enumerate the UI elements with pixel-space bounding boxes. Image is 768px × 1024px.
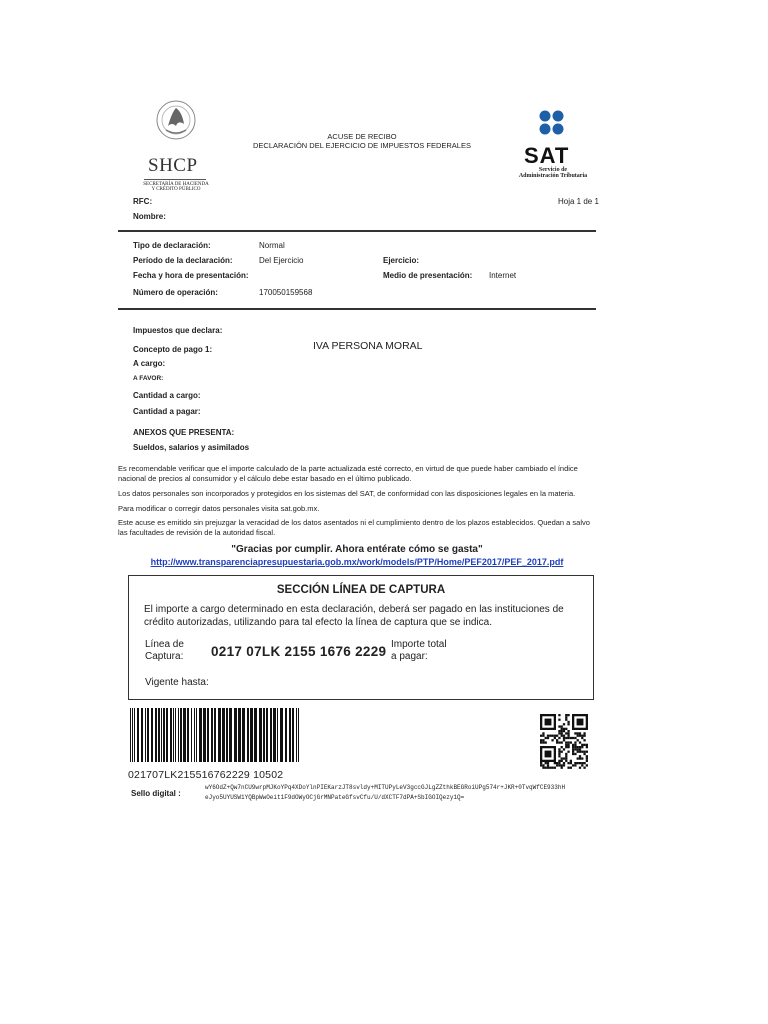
periodo-value: Del Ejercicio xyxy=(259,256,304,265)
qr-module xyxy=(577,719,584,726)
qr-module xyxy=(579,746,581,748)
qr-module xyxy=(563,757,565,759)
qr-module xyxy=(579,751,581,753)
gracias-text: "Gracias por cumplir. Ahora entérate cómo se gasta" xyxy=(231,544,483,555)
qr-module xyxy=(579,735,581,737)
qr-module xyxy=(542,735,544,737)
qr-module xyxy=(558,764,560,766)
barcode-bar xyxy=(273,708,276,762)
qr-module xyxy=(579,748,581,750)
qr-module xyxy=(577,757,579,759)
qr-module xyxy=(558,753,560,755)
qr-module xyxy=(567,723,569,725)
qr-module xyxy=(586,755,588,757)
importe-total-label xyxy=(391,639,447,663)
qr-module xyxy=(583,744,585,746)
barcode-bar xyxy=(134,708,135,762)
qr-module xyxy=(567,746,569,748)
impuestos-label: Impuestos que declara: xyxy=(133,326,223,335)
concepto-value: IVA PERSONA MORAL xyxy=(313,340,423,352)
qr-module xyxy=(577,762,579,764)
document-title xyxy=(232,132,492,150)
divider-1 xyxy=(118,230,596,232)
qr-module xyxy=(558,741,560,743)
qr-module xyxy=(556,762,558,764)
qr-module xyxy=(577,739,579,741)
qr-module xyxy=(558,760,560,762)
barcode-bar xyxy=(166,708,168,762)
qr-module xyxy=(570,741,572,743)
qr-module xyxy=(572,751,574,753)
qr-module xyxy=(579,762,581,764)
mexican-coat-of-arms-icon xyxy=(138,96,208,148)
qr-module xyxy=(565,760,567,762)
qr-module xyxy=(577,748,579,750)
qr-module xyxy=(583,739,585,741)
qr-module xyxy=(542,767,544,769)
importe-label-1: Importe total xyxy=(391,639,447,650)
qr-module xyxy=(567,721,569,723)
barcode-bar xyxy=(298,708,299,762)
barcode-bar xyxy=(254,708,257,762)
barcode-bar xyxy=(161,708,162,762)
tipo-label: Tipo de declaración: xyxy=(133,241,211,250)
qr-module xyxy=(556,764,558,766)
qr-module xyxy=(551,767,553,769)
qr-module xyxy=(561,746,563,748)
linea-captura-value: 0217 07LK 2155 1676 2229 xyxy=(211,644,387,659)
qr-module xyxy=(561,751,563,753)
qr-module xyxy=(561,728,563,730)
qr-module xyxy=(556,741,558,743)
qr-module xyxy=(563,728,565,730)
sello-line-2: eJyo5UYUSW1YQBpWwOeit1F9dOWyOCjGrMNPateGfsvCfu/U/dXCTF7dPA+SbIGOIQezy1Q= xyxy=(205,794,465,801)
qr-module xyxy=(581,751,583,753)
qr-module xyxy=(570,762,572,764)
qr-module xyxy=(565,732,567,734)
note-paragraph-2: Los datos personales son incorporados y protegidos en los sistemas del SAT, de conformidad con las disposiciones legales en la materia. xyxy=(118,489,576,498)
divider-2 xyxy=(118,308,596,310)
qr-module xyxy=(572,737,574,739)
barcode-bar xyxy=(218,708,221,762)
qr-module xyxy=(540,728,556,730)
qr-module xyxy=(556,735,558,737)
transparencia-link-wrap xyxy=(118,557,596,567)
qr-module xyxy=(540,762,542,764)
qr-module xyxy=(565,716,567,718)
qr-module xyxy=(540,760,556,762)
qr-module xyxy=(549,735,551,737)
qr-module xyxy=(572,748,574,750)
barcode-bar xyxy=(222,708,225,762)
barcode-text: 021707LK215516762229 10502 xyxy=(128,769,284,781)
numero-label: Número de operación: xyxy=(133,288,218,297)
barcode-bar xyxy=(289,708,291,762)
qr-module xyxy=(547,767,549,769)
qr-module xyxy=(561,735,563,737)
qr-module xyxy=(565,753,567,755)
barcode-bar xyxy=(137,708,139,762)
qr-module xyxy=(542,732,544,734)
qr-module xyxy=(565,746,567,748)
transparencia-link[interactable]: http://www.transparenciapresupuestaria.gob.mx/work/models/PTP/Home/PEF2017/PEF_2017.pdf xyxy=(150,557,564,567)
qr-module xyxy=(547,737,549,739)
numero-value: 170050159568 xyxy=(259,288,313,297)
sat-sub1: Servicio de xyxy=(538,167,568,173)
qr-module xyxy=(558,730,560,732)
qr-module xyxy=(581,744,583,746)
medio-value: Internet xyxy=(489,271,517,280)
periodo-label: Período de la declaración: xyxy=(133,256,233,265)
qr-module xyxy=(567,751,569,753)
qr-module xyxy=(545,719,552,726)
qr-module xyxy=(563,739,565,741)
qr-module xyxy=(542,764,544,766)
a-cargo-label: A cargo: xyxy=(133,359,166,368)
qr-module xyxy=(561,741,563,743)
qr-module xyxy=(540,746,556,748)
qr-module xyxy=(574,762,576,764)
qr-module xyxy=(570,760,572,762)
sat-sub2: Administración Tributaria xyxy=(518,173,588,179)
qr-module xyxy=(565,741,567,743)
barcode-bar xyxy=(285,708,287,762)
anexos-label: ANEXOS QUE PRESENTA: xyxy=(133,428,235,437)
qr-module xyxy=(565,728,567,730)
qr-module xyxy=(570,767,572,769)
importe-label-2: a pagar: xyxy=(391,651,428,662)
cantidad-pagar-label: Cantidad a pagar: xyxy=(133,407,201,416)
qr-module xyxy=(567,744,569,746)
barcode xyxy=(128,708,304,781)
qr-module xyxy=(583,767,585,769)
qr-module xyxy=(567,737,569,739)
qr-module xyxy=(563,735,565,737)
shcp-sub1: SECRETARÍA DE HACIENDA xyxy=(143,182,209,187)
qr-module xyxy=(561,767,563,769)
barcode-bar xyxy=(266,708,268,762)
qr-module xyxy=(583,753,585,755)
barcode-bar xyxy=(296,708,297,762)
barcode-bar xyxy=(199,708,202,762)
captura-title: SECCIÓN LÍNEA DE CAPTURA xyxy=(276,584,446,596)
qr-module xyxy=(540,735,542,737)
barcode-bar xyxy=(270,708,272,762)
qr-module xyxy=(554,735,556,737)
qr-module xyxy=(545,762,547,764)
qr-module xyxy=(558,732,560,734)
barcode-bar xyxy=(147,708,149,762)
qr-module xyxy=(558,748,560,750)
qr-module xyxy=(572,728,588,730)
barcode-bar xyxy=(158,708,160,762)
barcode-bar xyxy=(207,708,209,762)
qr-module xyxy=(547,735,549,737)
qr-module xyxy=(579,757,581,759)
qr-module xyxy=(581,746,583,748)
qr-module xyxy=(565,714,567,716)
barcode-bar xyxy=(141,708,143,762)
qr-module xyxy=(579,755,581,757)
qr-module xyxy=(540,739,542,741)
rfc-label: RFC: xyxy=(133,197,153,206)
barcode-bar xyxy=(229,708,232,762)
linea-label-2: Captura: xyxy=(145,651,184,662)
shcp-sub2: Y CRÉDITO PÚBLICO xyxy=(151,187,201,192)
qr-module xyxy=(554,767,556,769)
qr-module xyxy=(561,725,563,727)
qr-module xyxy=(577,751,579,753)
qr-module xyxy=(574,741,576,743)
qr-module xyxy=(567,730,569,732)
qr-module xyxy=(572,744,574,746)
shcp-logo xyxy=(138,96,208,192)
cantidad-cargo-label: Cantidad a cargo: xyxy=(133,391,201,400)
qr-module xyxy=(572,746,574,748)
sat-dots-icon xyxy=(508,110,598,144)
qr-module xyxy=(567,714,569,716)
barcode-bar xyxy=(145,708,146,762)
barcode-bar xyxy=(250,708,253,762)
barcode-bar xyxy=(155,708,157,762)
note-paragraph-4: Este acuse es emitido sin prejuzgar la veracidad de los datos asentados ni el cumplimiento dentro de los plazos establecidos. Quedan a salvo las facultades de revisión de la autoridad fiscal. xyxy=(118,518,590,537)
qr-module xyxy=(583,762,585,764)
qr-module xyxy=(577,746,579,748)
a-favor-label: A FAVOR: xyxy=(133,375,164,382)
barcode-bar xyxy=(178,708,179,762)
qr-module xyxy=(572,753,574,755)
qr-module xyxy=(547,762,549,764)
qr-module xyxy=(572,714,574,730)
barcode-bar xyxy=(211,708,213,762)
qr-module xyxy=(545,741,547,743)
qr-module xyxy=(574,753,576,755)
barcode-bar xyxy=(259,708,262,762)
qr-module xyxy=(583,751,585,753)
qr-module xyxy=(574,732,576,734)
qr-module xyxy=(581,762,583,764)
barcode-bar xyxy=(132,708,133,762)
qr-module xyxy=(577,735,579,737)
barcode-bar xyxy=(214,708,216,762)
barcode-bars xyxy=(128,708,304,762)
qr-module xyxy=(554,714,556,730)
shcp-acronym: SHCP xyxy=(148,155,198,176)
qr-module xyxy=(558,762,560,764)
sat-acronym: SAT xyxy=(524,143,570,168)
qr-module xyxy=(558,719,560,721)
qr-module xyxy=(563,730,565,732)
qr-module xyxy=(551,739,553,741)
qr-module xyxy=(547,764,549,766)
qr-module xyxy=(574,746,576,748)
qr-module xyxy=(561,764,563,766)
qr-module xyxy=(583,735,585,737)
barcode-bar xyxy=(247,708,249,762)
barcode-bar xyxy=(173,708,174,762)
barcode-bar xyxy=(292,708,294,762)
qr-module xyxy=(540,714,542,730)
barcode-bar xyxy=(180,708,182,762)
qr-module xyxy=(542,741,544,743)
qr-module xyxy=(567,767,569,769)
qr-module xyxy=(567,762,569,764)
barcode-bar xyxy=(234,708,237,762)
tipo-value: Normal xyxy=(259,241,285,250)
sello-line-1: wY6OdZ+Qw7nCU9wrpMJKoYPq4XDoYlnPIEKarzJT8svldy+MITUPyLeV3gccGJLgZZthkBEGRoiUPg574r+JKR+0TvqWfCE933hH xyxy=(205,784,566,791)
qr-module xyxy=(586,757,588,759)
nombre-label: Nombre: xyxy=(133,212,166,221)
qr-module xyxy=(574,748,576,750)
qr-module xyxy=(563,737,565,739)
barcode-bar xyxy=(203,708,206,762)
linea-captura-label xyxy=(145,639,184,663)
note-paragraph-3: Para modificar o corregir datos personales visita sat.gob.mx. xyxy=(118,504,320,513)
sello-label: Sello digital : xyxy=(131,789,181,798)
barcode-bar xyxy=(130,708,131,762)
qr-module xyxy=(574,737,576,739)
qr-module xyxy=(586,751,588,753)
qr-module xyxy=(572,714,588,716)
qr-module xyxy=(540,764,542,766)
linea-label-1: Línea de xyxy=(145,639,184,650)
barcode-bar xyxy=(170,708,172,762)
ejercicio-label: Ejercicio: xyxy=(383,256,420,265)
qr-module xyxy=(561,730,563,732)
qr-module xyxy=(567,732,569,734)
sello-digital xyxy=(205,783,598,803)
title-line1: ACUSE DE RECIBO xyxy=(327,132,397,141)
vigente-label: Vigente hasta: xyxy=(145,677,209,688)
qr-module xyxy=(567,741,569,743)
qr-module xyxy=(563,723,565,725)
barcode-bar xyxy=(187,708,189,762)
qr-module xyxy=(574,744,576,746)
qr-module xyxy=(586,760,588,762)
qr-code xyxy=(540,714,588,777)
qr-module xyxy=(563,762,565,764)
qr-module xyxy=(540,714,556,716)
fecha-label: Fecha y hora de presentación: xyxy=(133,271,249,280)
qr-module xyxy=(579,732,581,734)
hoja-number: Hoja 1 de 1 xyxy=(558,197,599,206)
qr-module xyxy=(540,746,542,762)
qr-module xyxy=(581,757,583,759)
qr-module xyxy=(586,746,588,748)
qr-module xyxy=(554,746,556,762)
qr-module xyxy=(579,741,581,743)
qr-module xyxy=(586,744,588,746)
qr-module xyxy=(545,767,547,769)
qr-module xyxy=(579,767,581,769)
qr-module xyxy=(554,762,556,764)
barcode-bar xyxy=(191,708,192,762)
qr-module xyxy=(567,735,569,737)
anexos-value: Sueldos, salarios y asimilados xyxy=(133,443,250,452)
barcode-bar xyxy=(151,708,153,762)
qr-module xyxy=(558,755,560,757)
qr-module xyxy=(586,714,588,730)
qr-module xyxy=(565,719,567,721)
barcode-bar xyxy=(238,708,241,762)
qr-module xyxy=(581,735,583,737)
qr-module xyxy=(581,764,583,766)
qr-module xyxy=(586,764,588,766)
qr-module xyxy=(558,725,560,727)
qr-module xyxy=(545,737,547,739)
barcode-bar xyxy=(175,708,176,762)
qr-module xyxy=(574,764,576,766)
qr-module xyxy=(572,764,574,766)
barcode-bar xyxy=(263,708,265,762)
shcp-divider xyxy=(144,179,206,180)
qr-module xyxy=(561,732,563,734)
title-line2: DECLARACIÓN DEL EJERCICIO DE IMPUESTOS FEDERALES xyxy=(253,141,471,150)
barcode-bar xyxy=(163,708,165,762)
qr-module xyxy=(540,741,542,743)
barcode-bar xyxy=(242,708,245,762)
qr-module xyxy=(565,737,567,739)
qr-module xyxy=(583,732,585,734)
qr-module xyxy=(563,764,565,766)
sat-logo xyxy=(508,110,598,179)
qr-module xyxy=(581,737,583,739)
qr-module xyxy=(551,735,553,737)
qr-module xyxy=(563,748,565,750)
qr-code-icon xyxy=(540,714,588,772)
captura-text: El importe a cargo determinado en esta declaración, deberá ser pagado en las instituciones de crédito autorizadas, utilizando para tal efecto la línea de captura que se indica. xyxy=(144,604,564,628)
concepto-label: Concepto de pago 1: xyxy=(133,345,213,354)
qr-module xyxy=(556,739,558,741)
barcode-bar xyxy=(277,708,278,762)
medio-label: Medio de presentación: xyxy=(383,271,473,280)
note-paragraph-1: Es recomendable verificar que el importe calculado de la parte actualizada esté correcto, en virtud de que puede haber cambiado el índice nacional de precios al consumidor y el cálculo debe estar basado en el último publicado. xyxy=(118,464,578,483)
qr-module xyxy=(558,737,560,739)
qr-module xyxy=(558,751,560,753)
barcode-bar xyxy=(183,708,186,762)
barcode-bar xyxy=(196,708,197,762)
qr-module xyxy=(577,732,579,734)
qr-module xyxy=(561,760,563,762)
qr-module xyxy=(561,757,563,759)
qr-module xyxy=(554,737,556,739)
qr-module xyxy=(565,757,567,759)
qr-module xyxy=(558,714,560,716)
qr-module xyxy=(542,739,544,741)
linea-captura-section xyxy=(128,575,594,700)
qr-module xyxy=(565,755,567,757)
qr-module xyxy=(545,751,552,758)
qr-module xyxy=(565,744,567,746)
barcode-bar xyxy=(280,708,283,762)
barcode-bar xyxy=(194,708,195,762)
qr-module xyxy=(570,737,572,739)
barcode-bar xyxy=(226,708,228,762)
qr-module xyxy=(549,767,551,769)
